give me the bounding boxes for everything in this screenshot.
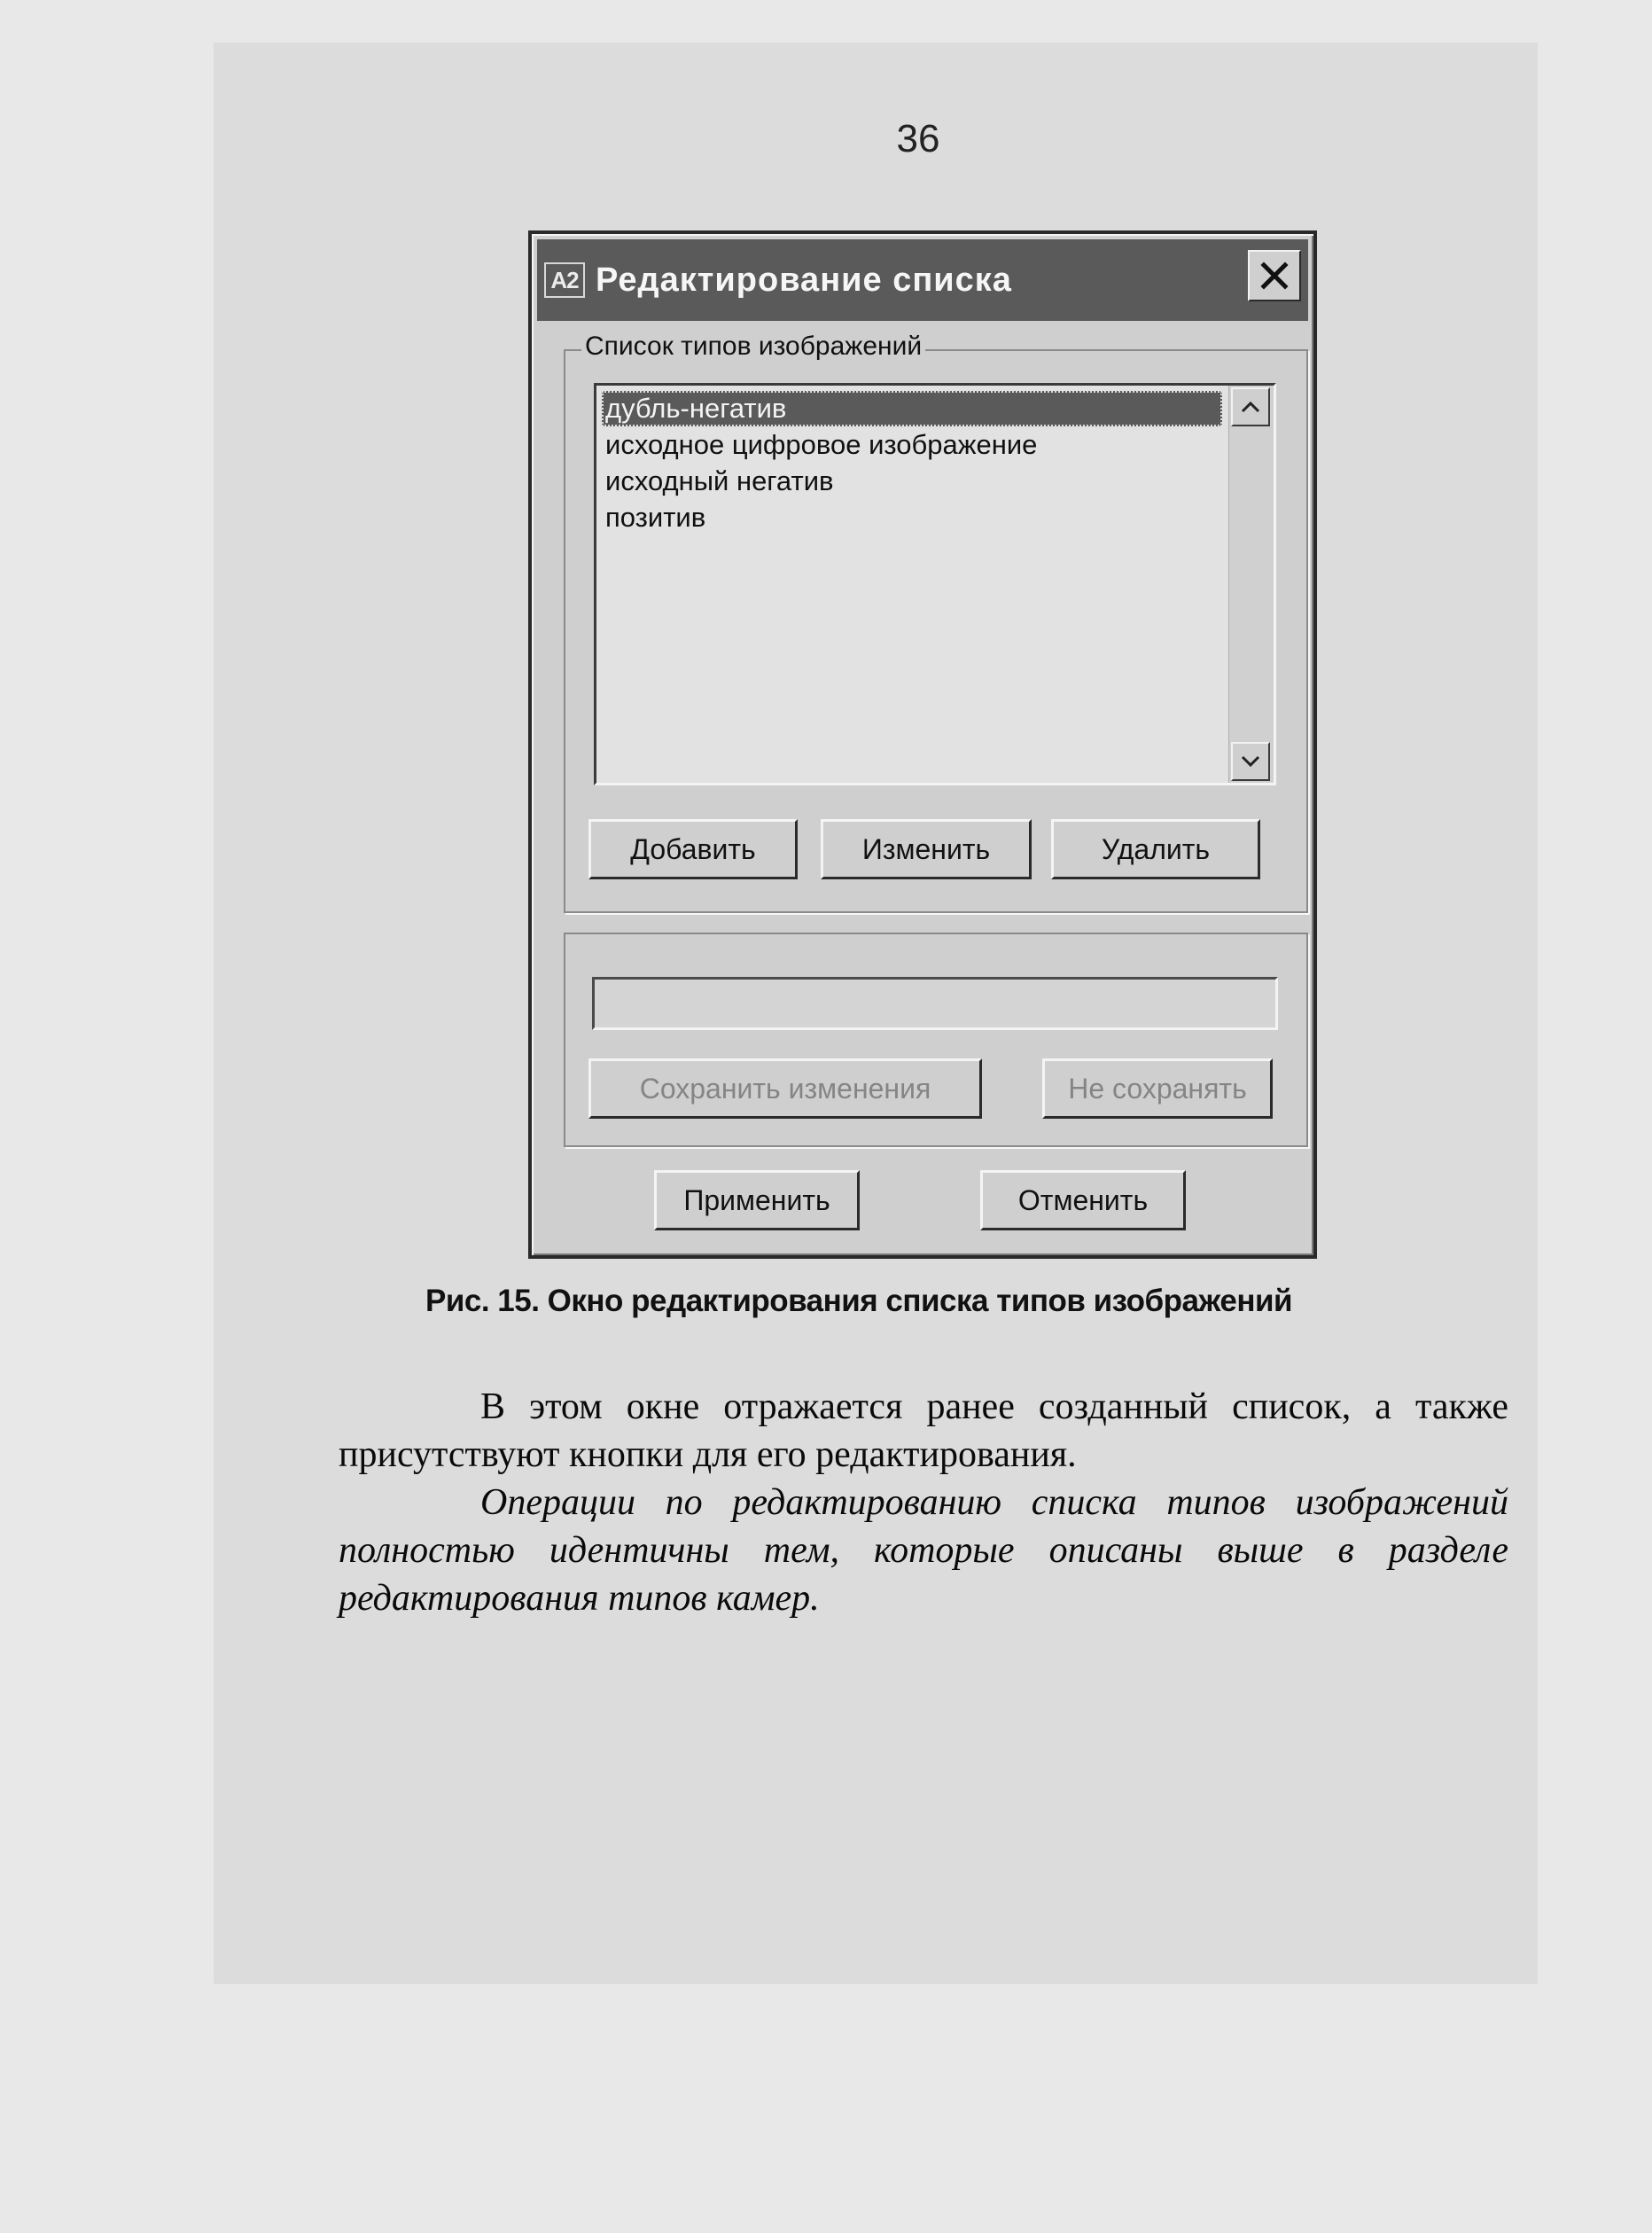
list-item[interactable]: исходный негатив [605, 465, 834, 496]
image-types-group [564, 332, 1308, 913]
body-paragraph [339, 1383, 1508, 1479]
dialog-title: Редактирование списка [596, 261, 1012, 299]
list-item[interactable]: исходное цифровое изображение [605, 429, 1038, 460]
item-name-field[interactable] [592, 977, 1278, 1030]
save-changes-button[interactable]: Сохранить изменения [588, 1058, 982, 1119]
apply-button[interactable]: Применить [654, 1170, 860, 1230]
chevron-up-icon [1240, 400, 1261, 414]
app-icon: A2 [544, 262, 585, 298]
edit-list-dialog [528, 230, 1317, 1259]
scroll-down-button[interactable] [1231, 742, 1270, 781]
list-scrollbar[interactable] [1228, 386, 1274, 783]
delete-button[interactable]: Удалить [1051, 819, 1260, 879]
add-button[interactable]: Добавить [588, 819, 798, 879]
page-number: 36 [896, 117, 940, 160]
list-item[interactable]: дубль-негатив [602, 391, 1222, 426]
image-types-listbox[interactable] [594, 383, 1276, 785]
body-paragraph [339, 1479, 1508, 1622]
close-button[interactable] [1248, 250, 1301, 301]
image-types-group-label: Список типов изображений [581, 332, 925, 362]
cancel-button[interactable]: Отменить [980, 1170, 1186, 1230]
list-item[interactable]: позитив [605, 502, 706, 533]
chevron-down-icon [1240, 754, 1261, 769]
dialog-titlebar[interactable] [537, 239, 1308, 321]
edit-item-group [564, 933, 1308, 1147]
scroll-up-button[interactable] [1231, 387, 1270, 426]
edit-button[interactable]: Изменить [821, 819, 1032, 879]
body-paragraph-text: В этом окне отражается ранее созданный список, а также присутствуют кнопки для его редактирования. [339, 1386, 1508, 1475]
close-icon [1259, 262, 1290, 290]
body-paragraph-text: Операции по редактированию списка типов изображений полностью идентичны тем, которые описаны выше в разделе редактирования типов камер. [339, 1482, 1508, 1619]
dont-save-button[interactable]: Не сохранять [1042, 1058, 1273, 1119]
figure-caption: Рис. 15. Окно редактирования списка типов изображений [425, 1284, 1293, 1318]
